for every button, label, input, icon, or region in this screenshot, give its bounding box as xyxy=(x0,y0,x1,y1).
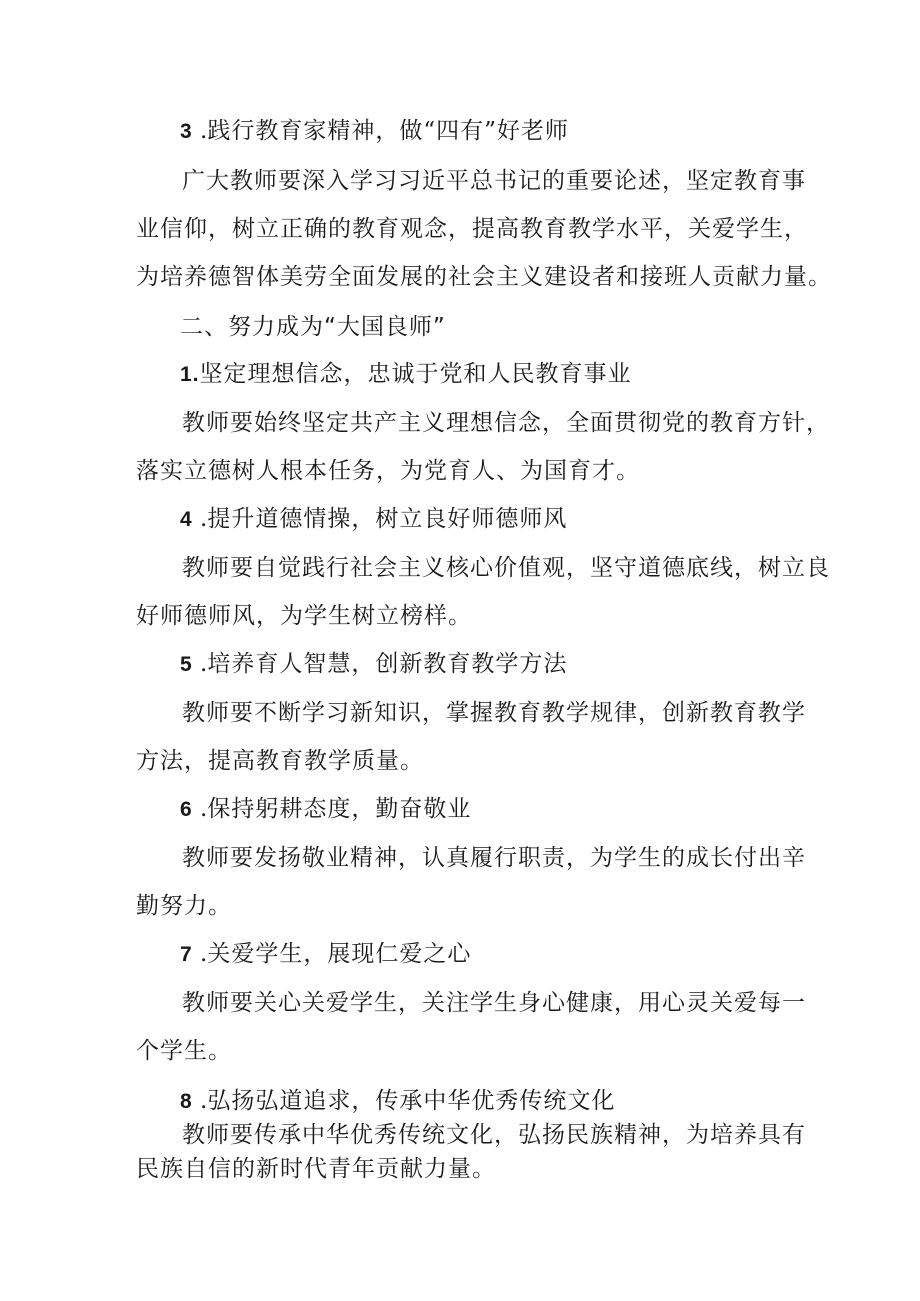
heading-separator: . xyxy=(192,651,208,677)
paragraph-line: 教师要不断学习新知识，掌握教育教学规律，创新教育教学 xyxy=(182,700,806,726)
heading-separator: . xyxy=(192,941,208,967)
heading-text: 提升道德情操，树立良好师德师风 xyxy=(207,506,568,532)
paragraph-line: 个学生。 xyxy=(136,1038,232,1064)
heading-number: 4 xyxy=(180,508,193,531)
heading-number: 6 xyxy=(180,798,193,821)
heading-separator: . xyxy=(192,118,208,144)
paragraph-line: 落实立德树人根本任务，为党育人、为国育才。 xyxy=(136,458,640,484)
heading-text: 坚定理想信念，忠诚于党和人民教育事业 xyxy=(199,361,632,387)
paragraph-line: 教师要关心关爱学生，关注学生身心健康，用心灵关爱每一 xyxy=(182,990,806,1016)
heading-5 xyxy=(180,649,567,680)
paragraph-line: 业信仰，树立正确的教育观念，提高教育教学水平，关爱学生， xyxy=(136,216,808,242)
paragraph-line: 教师要自觉践行社会主义核心价值观，坚守道德底线，树立良 xyxy=(182,555,830,581)
heading-text: 关爱学生，展现仁爱之心 xyxy=(207,941,472,967)
heading-1 xyxy=(180,359,632,390)
heading-number: 3 xyxy=(180,120,193,143)
heading-number: 1. xyxy=(180,363,200,386)
heading-separator: . xyxy=(192,796,208,822)
heading-3 xyxy=(180,116,569,147)
heading-number: 7 xyxy=(180,943,193,966)
heading-separator: . xyxy=(192,1088,208,1114)
heading-text: 弘扬弘道追求，传承中华优秀传统文化 xyxy=(207,1088,616,1114)
paragraph-line: 民族自信的新时代青年贡献力量。 xyxy=(136,1156,496,1182)
paragraph-line: 教师要传承中华优秀传统文化，弘扬民族精神，为培养具有 xyxy=(182,1122,806,1148)
paragraph-line: 方法，提高教育教学质量。 xyxy=(136,748,424,774)
heading-text: 保持躬耕态度，勤奋敬业 xyxy=(207,796,472,822)
heading-number: 5 xyxy=(180,653,193,676)
paragraph-line: 好师德师风，为学生树立榜样。 xyxy=(136,603,472,629)
section-title: 二、努力成为“大国良师” xyxy=(180,314,446,340)
paragraph-line: 广大教师要深入学习习近平总书记的重要论述，坚定教育事 xyxy=(182,168,806,194)
heading-number: 8 xyxy=(180,1090,193,1113)
heading-text: 培养育人智慧，创新教育教学方法 xyxy=(207,651,568,677)
heading-4 xyxy=(180,504,567,535)
paragraph-line: 教师要发扬敬业精神，认真履行职责，为学生的成长付出辛 xyxy=(182,845,806,871)
paragraph-line: 勤努力。 xyxy=(136,893,232,919)
heading-separator: . xyxy=(192,506,208,532)
heading-8 xyxy=(180,1086,615,1117)
paragraph-line: 教师要始终坚定共产主义理想信念，全面贯彻党的教育方针， xyxy=(182,410,830,436)
heading-6 xyxy=(180,794,471,825)
heading-text: 践行教育家精神，做“四有”好老师 xyxy=(207,118,569,144)
heading-7 xyxy=(180,939,471,970)
paragraph-line: 为培养德智体美劳全面发展的社会主义建设者和接班人贡献力量。 xyxy=(136,264,832,290)
